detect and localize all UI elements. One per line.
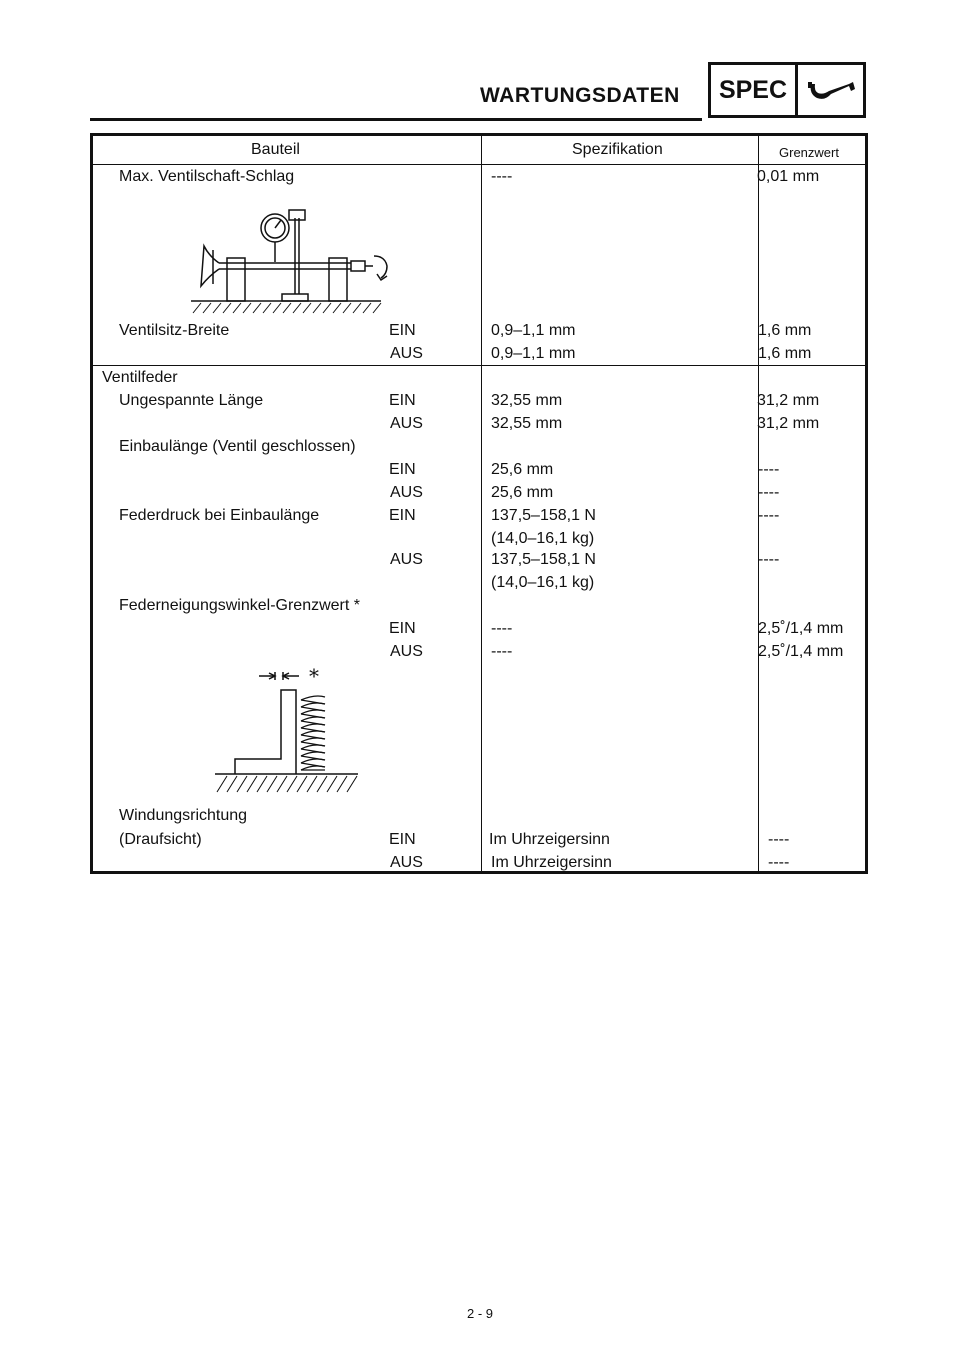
limit-value: 2,5˚/1,4 mm <box>758 643 844 660</box>
item-label: Windungsrichtung <box>119 807 248 824</box>
spec-value: 137,5–158,1 N <box>491 507 596 524</box>
column-header-bauteil: Bauteil <box>251 141 300 158</box>
spec-value-secondary: (14,0–16,1 kg) <box>491 574 595 591</box>
sub-label: EIN <box>389 461 416 478</box>
column-header-grenzwert: Grenzwert <box>779 145 839 160</box>
sub-label: AUS <box>390 345 423 362</box>
sub-label: AUS <box>390 484 423 501</box>
sub-label: EIN <box>389 831 416 848</box>
spring-tilt-figure <box>213 664 363 804</box>
column-divider <box>481 136 482 871</box>
wrench-icon <box>798 65 863 115</box>
limit-value: 31,2 mm <box>757 415 820 432</box>
spec-value: 0,9–1,1 mm <box>491 345 576 362</box>
page-title: WARTUNGSDATEN <box>480 84 680 107</box>
item-label: Einbaulänge (Ventil geschlossen) <box>119 438 356 455</box>
section-badge <box>708 62 866 118</box>
limit-value: ---- <box>758 484 780 501</box>
item-label: Max. Ventilschaft-Schlag <box>119 168 295 185</box>
spec-value: Im Uhrzeigersinn <box>491 854 612 871</box>
limit-value: ---- <box>758 551 780 568</box>
item-label: (Draufsicht) <box>119 831 202 848</box>
column-divider <box>758 136 759 871</box>
spec-value: ---- <box>491 643 513 660</box>
spec-value: 0,9–1,1 mm <box>491 322 576 339</box>
dial-gauge-figure <box>189 198 404 323</box>
spec-value: Im Uhrzeigersinn <box>489 831 610 848</box>
limit-value: ---- <box>768 854 790 871</box>
spec-value: 25,6 mm <box>491 484 554 501</box>
sub-label: AUS <box>390 854 423 871</box>
spec-value: 32,55 mm <box>491 392 563 409</box>
section-divider <box>93 365 865 366</box>
sub-label: AUS <box>390 415 423 432</box>
sub-label: AUS <box>390 643 423 660</box>
limit-value: ---- <box>758 461 780 478</box>
spec-value: 32,55 mm <box>491 415 563 432</box>
column-header-spezifikation: Spezifikation <box>572 141 663 158</box>
limit-value: ---- <box>758 507 780 524</box>
sub-label: EIN <box>389 322 416 339</box>
item-label: Federdruck bei Einbaulänge <box>119 507 320 524</box>
item-label: Ungespannte Länge <box>119 392 264 409</box>
sub-label: EIN <box>389 507 416 524</box>
header-rule <box>90 118 702 121</box>
limit-value: 1,6 mm <box>758 345 812 362</box>
limit-value: 1,6 mm <box>758 322 812 339</box>
sub-label: EIN <box>389 620 416 637</box>
section-badge-label: SPEC <box>711 65 798 115</box>
spec-value: ---- <box>491 620 513 637</box>
limit-value: 31,2 mm <box>757 392 820 409</box>
sub-label: EIN <box>389 392 416 409</box>
item-label: Ventilsitz-Breite <box>119 322 230 339</box>
spec-value-secondary: (14,0–16,1 kg) <box>491 530 595 547</box>
limit-value: 2,5˚/1,4 mm <box>758 620 844 637</box>
tilt-marker: * <box>309 664 319 688</box>
spec-value: ---- <box>491 168 513 185</box>
header-divider <box>93 164 865 165</box>
spec-table <box>90 133 868 874</box>
page-number: 2 - 9 <box>466 1306 493 1321</box>
sub-label: AUS <box>390 551 423 568</box>
section-label: Ventilfeder <box>102 369 178 386</box>
item-label: Federneigungswinkel-Grenzwert * <box>119 597 360 614</box>
spec-value: 25,6 mm <box>491 461 554 478</box>
limit-value: ---- <box>768 831 790 848</box>
spec-value: 137,5–158,1 N <box>491 551 596 568</box>
limit-value: 0,01 mm <box>757 168 820 185</box>
